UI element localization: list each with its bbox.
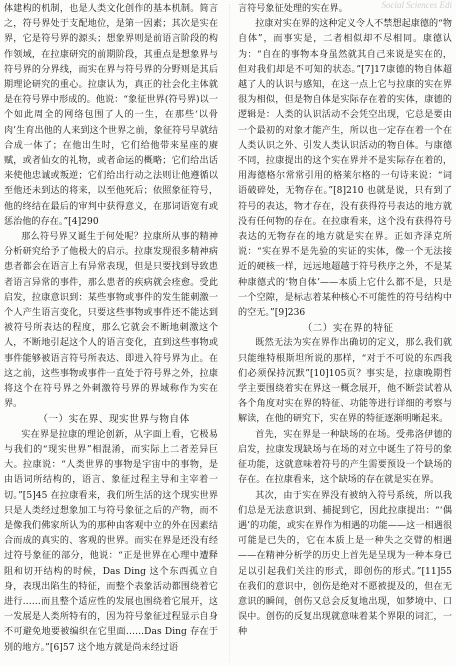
- right-column: [238, 2, 452, 641]
- paragraph: 其次，由于实在界没有被纳入符号系统，所以我们总是无法意识到、捕捉到它，因此拉康提出：“‘偶遇’的功能，或实在界作为相遇的功能——这一相遇很可能是已失的，它在本质上是一种失之交臂的相遇——在精神分析学的历史上首先是呈现为一种本身已足以引起我们关注的形式，即创伤的形式。”[11]55 在我们的意识中，创伤是绝对不愿被提及的，但在无意识的瞬间，创伤又总会反复地出现，如梦境中、口误中。创伤的反复出现就意味着某个界限的词汇，一种: [238, 490, 452, 638]
- paragraph: 首先，实在界是一种缺场的在场。受弗洛伊德的启发，拉康发现缺场与在场的对立中诞生了符号的象征功能，这就意味着符号的产生需要预设一个缺场的存在。在拉康看来，这个缺场的存在就是实在界。: [238, 429, 452, 486]
- paragraph: 言符号象征处理的实在界。: [238, 4, 348, 14]
- paragraph: 拉康对实在界的这种定义令人不禁想起康德的“物自体”，而事实是，二者相似却不尽相同。康德认为：“自在的事物本身虽然就其自己来说是实在的，但对我们却是不可知的状态。”[7]17康德的物自体超越了人的认识与感知，在这一点上它与拉康的实在界很为相似，但是物自体是实际存在着的实体，康德的逻辑是：人类的认识活动不会凭空出现，它总是要由一个最初的对象才能产生，所以也一定存在着一个在人类认识之外、引发人类认识活动的物自体。与康德不同，拉康提出的这个实在界并不是实际存在着的，用海德格尔常常引用的格莱尔格的一句诗来说：“词语破碎处，无物存在。”[8]210 也就是说，只有到了符号的表达，物才存在，没有获得符号表达的地方就没有任何物的存在。在拉康看来，这个没有获得符号表达的无物存在的地方就是实在界。正如齐泽克所说：“实在界不是先验的实证的实体，像一个无法接近的硬核一样，远远地超越于符号秩序之外，不是某种康德式的‘物自体’——本质上它什么都不是，只是一个空隙，是标志着某种核心不可能性的符号结构中的空无。”[9]236: [238, 19, 452, 319]
- paragraph: 既然无法为实在界作出确切的定义，那么我们就只能维特根斯坦所说的那样，“对于不可说的东西我们必须保持沉默”[10]105页？事实是，拉康晚期哲学主要围绕着实在界这一概念展开，他不断尝试着从各个角度对实在界的特征、功能等进行详细的考察与解读，在他的研究下，实在界的特征逐渐明晰起来。: [238, 338, 452, 425]
- watermark: Social Sciences Edi: [381, 0, 452, 10]
- left-column: [4, 2, 218, 656]
- paragraph: 实在界是拉康的理论创新，从字面上看，它极易与我们的“现实世界”相混淆，而实际上二者差异巨大。拉康说：“人类世界的事物是宇宙中的事物，是由语词所结构的，语言、象征过程主导和主宰着一切。”[5]45 在拉康看来，我们所生活的这个现实世界只是人类经过想象加工与符号象征之后的产物，而不是像我们佛家所认为的那种由客观中立的外在因素结合而成的真实的、客观的世界。而实在界是还没有经过符号象征的部分，他说：“正是世界在心理中遭释阻和切开结构的时候，Das Ding 这个东西孤立自身，表现出陷生的特征，而整个表象活动都围绕着它进行……而且整个适应性的发展也围绕着它展开，这一发展是人类所特有的，因为符号象征过程显示自身不可避免地要被编织在它里面……Das Ding 存在于别的地方。”[6]57 这个地方就是尚未经过语: [4, 429, 218, 653]
- section-heading: （一）实在界、现实世界与物自体: [38, 414, 190, 426]
- column-divider: [229, 4, 230, 662]
- section-heading: （二）实在界的特征: [302, 323, 394, 335]
- paragraph: 那么符号界又诞生于何处呢？拉康所从事的精神分析研究给予了他极大的启示。拉康发现很多精神病患者都会在语言上有异常表现，但是只要找到导致患者语言异常的事件，那么患者的疾病就会痊愈。受此启发，拉康意识到：某些事物或事件的发生能刺激一个人产生语言变化，只要这些事物或事件还不能达到被符号所表达的程度，那么它就会不断地刺激这个人，不断地引起这个人的语言变化，直到这些事物或事件能够被语言符号所表达、即进入符号界为止。在这之前，这些事物或事件一直处于符号界之外，拉康将这个在符号界之外刺激符号界的界域称作为实在界。: [4, 232, 218, 410]
- paragraph: 体建构的机制，也是人类文化创作的基本机制。简言之，符号界处于支配地位，是第一因素；其次是实在界，它是符号界的源头；想象界则是前语言阶段的构作领域，在拉康研究的前期阶段，其重点是想象界与符号界的分界线，而实在界与符号界的分野则是其后期理论研究的重心。拉康认为，真正的社会化主体就是在符号界中形成的。他说：“象征世界(符号界)以一个如此周全的网络包围了人的一生，在那些‘以骨肉’生育出他的人来到这个世界之前，象征符号早就结合成一体了；在他出生时，它们给他带来星座的赓赋，或者仙女的礼物，或者命运的概略；它们给出话来使他忠诚或叛逆；它们给出行动之法则让他遵循以至他还未到达的将来，以至他死后；依照象征符号，他的终结在最后的审判中获得意义，在那词语宽有或惩治他的存在。”[4]290: [4, 4, 218, 227]
